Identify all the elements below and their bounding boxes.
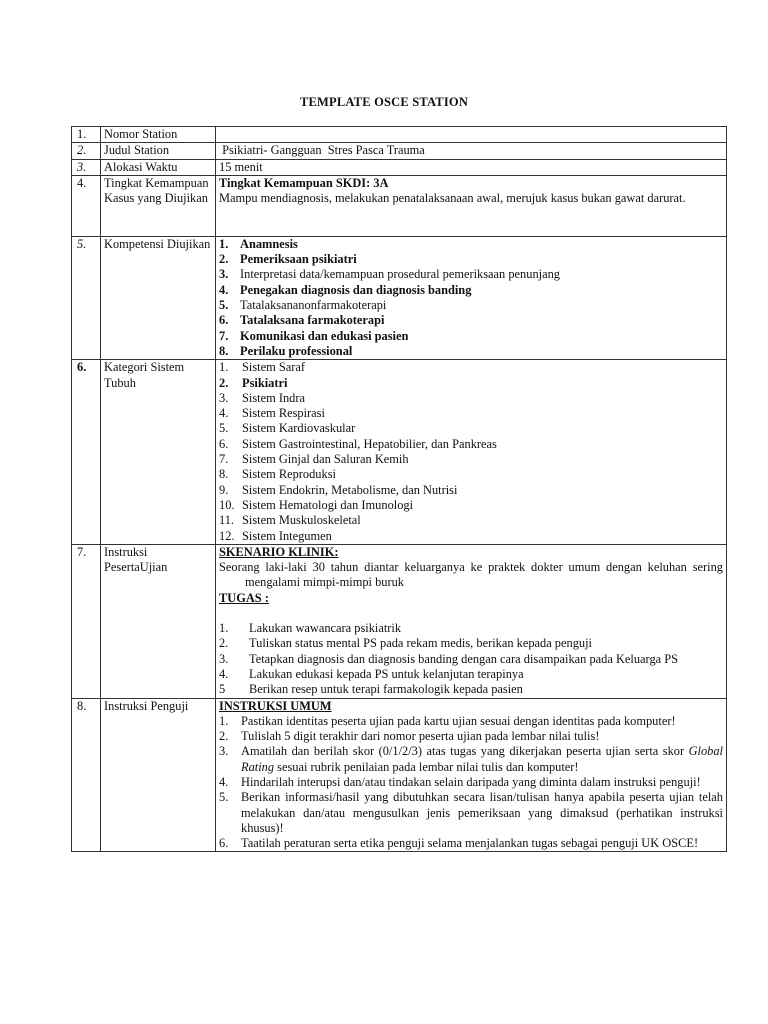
list-item: 1. Anamnesis [219, 236, 298, 251]
list-item: 5 Berikan resep untuk terapi farmakologik kepada pasien [219, 682, 523, 697]
osce-station-table [71, 126, 727, 852]
participant-instructions [216, 544, 727, 698]
list-item: 6. Tatalaksana farmakoterapi [219, 313, 385, 328]
list-item: 8. Sistem Reproduksi [219, 467, 336, 482]
row-label: Kompetensi Diujikan [101, 236, 216, 359]
table-row [72, 360, 727, 545]
list-item: 2. Psikiatri [219, 375, 288, 390]
list-item: 4. Penegakan diagnosis dan diagnosis banding [219, 282, 472, 297]
body-system-list [216, 360, 727, 545]
list-item: 8. Perilaku professional [219, 343, 353, 358]
scenario-text: Seorang laki-laki 30 tahun diantar keluarganya ke praktek dokter umum dengan keluhan sering mengalami mimpi-mimpi buruk [219, 560, 723, 590]
list-item: 1. Sistem Saraf [219, 360, 305, 375]
list-item: 3. Sistem Indra [219, 390, 305, 405]
list-item: 1. Lakukan wawancara psikiatrik [219, 621, 402, 636]
table-row [72, 544, 727, 698]
list-item: 5. Tatalaksananonfarmakoterapi [219, 298, 387, 313]
skdi-heading: Tingkat Kemampuan SKDI: 3A [219, 175, 389, 190]
row-number: 1. [72, 127, 101, 143]
row-value: Psikiatri- Gangguan Stres Pasca Trauma [216, 143, 727, 159]
row-number: 8. [72, 698, 101, 852]
document-title: TEMPLATE OSCE STATION [299, 95, 469, 109]
list-item: 4. Hindarilah interupsi dan/atau tindakan selain daripada yang diminta dalam instruksi penguji! [219, 774, 701, 789]
row-number: 2. [72, 143, 101, 159]
list-item: 3. Interpretasi data/kemampuan prosedural pemeriksaan penunjang [219, 267, 560, 282]
list-item: 4. Lakukan edukasi kepada PS untuk kelanjutan terapinya [219, 666, 524, 681]
general-instructions-heading: INSTRUKSI UMUM [219, 698, 332, 713]
row-number: 5. [72, 236, 101, 359]
table-row [72, 159, 727, 175]
list-item: 5. Sistem Kardiovaskular [219, 421, 356, 436]
row-value [216, 175, 727, 236]
row-label: Instruksi PesertaUjian [101, 544, 216, 698]
list-item: 6. Sistem Gastrointestinal, Hepatobilier, dan Pankreas [219, 436, 497, 451]
table-row [72, 698, 727, 852]
row-value: 15 menit [216, 159, 727, 175]
list-item: 6. Taatilah peraturan serta etika penguji selama menjalankan tugas sebagai penguji UK OSCE! [219, 836, 699, 851]
row-label: Instruksi Penguji [101, 698, 216, 852]
list-item: 7. Sistem Ginjal dan Saluran Kemih [219, 452, 409, 467]
row-label: Judul Station [101, 143, 216, 159]
table-row [72, 127, 727, 143]
competency-list [216, 236, 727, 359]
list-item: 2. Pemeriksaan psikiatri [219, 252, 357, 267]
row-number: 7. [72, 544, 101, 698]
list-item: 2. Tuliskan status mental PS pada rekam medis, berikan kepada penguji [219, 636, 592, 651]
examiner-instructions [216, 698, 727, 852]
list-item: 4. Sistem Respirasi [219, 406, 325, 421]
list-item: 11. Sistem Muskuloskeletal [219, 513, 361, 528]
row-label: Tingkat Kemampuan Kasus yang Diujikan [101, 175, 216, 236]
list-item: 7. Komunikasi dan edukasi pasien [219, 328, 409, 343]
list-item: 3. Amatilah dan berilah skor (0/1/2/3) atas tugas yang dikerjakan peserta ujian serta skor Global Rating sesuai rubrik penilaian pada lembar nilai tulis dan komputer! [219, 744, 723, 774]
tasks-heading: TUGAS : [219, 590, 269, 605]
row-value [216, 127, 727, 143]
list-item: 12. Sistem Integumen [219, 528, 332, 543]
list-item: 5. Berikan informasi/hasil yang dibutuhkan secara lisan/tulisan hanya apabila peserta ujian telah melakukan dan/atau mengusulkan jenis pemeriksaan yang dimaksud (perhatikan instruksi khusus)! [219, 790, 723, 835]
list-item: 1. Pastikan identitas peserta ujian pada kartu ujian sesuai dengan identitas pada komputer! [219, 713, 676, 728]
row-number: 4. [72, 175, 101, 236]
scenario-heading: SKENARIO KLINIK: [219, 544, 339, 559]
row-label: Nomor Station [101, 127, 216, 143]
row-label: Alokasi Waktu [101, 159, 216, 175]
list-item: 3. Tetapkan diagnosis dan diagnosis banding dengan cara disampaikan pada Keluarga PS [219, 651, 679, 666]
row-label: Kategori Sistem Tubuh [101, 360, 216, 545]
list-item: 9. Sistem Endokrin, Metabolisme, dan Nutrisi [219, 482, 458, 497]
row-number: 6. [72, 360, 101, 545]
list-item: 10. Sistem Hematologi dan Imunologi [219, 497, 414, 512]
skdi-description: Mampu mendiagnosis, melakukan penatalaksanaan awal, merujuk kasus bukan gawat darurat. [219, 191, 686, 206]
table-row [72, 236, 727, 359]
table-row [72, 175, 727, 236]
table-row [72, 143, 727, 159]
row-number: 3. [72, 159, 101, 175]
list-item: 2. Tulislah 5 digit terakhir dari nomor peserta ujian pada lembar nilai tulis! [219, 729, 600, 744]
